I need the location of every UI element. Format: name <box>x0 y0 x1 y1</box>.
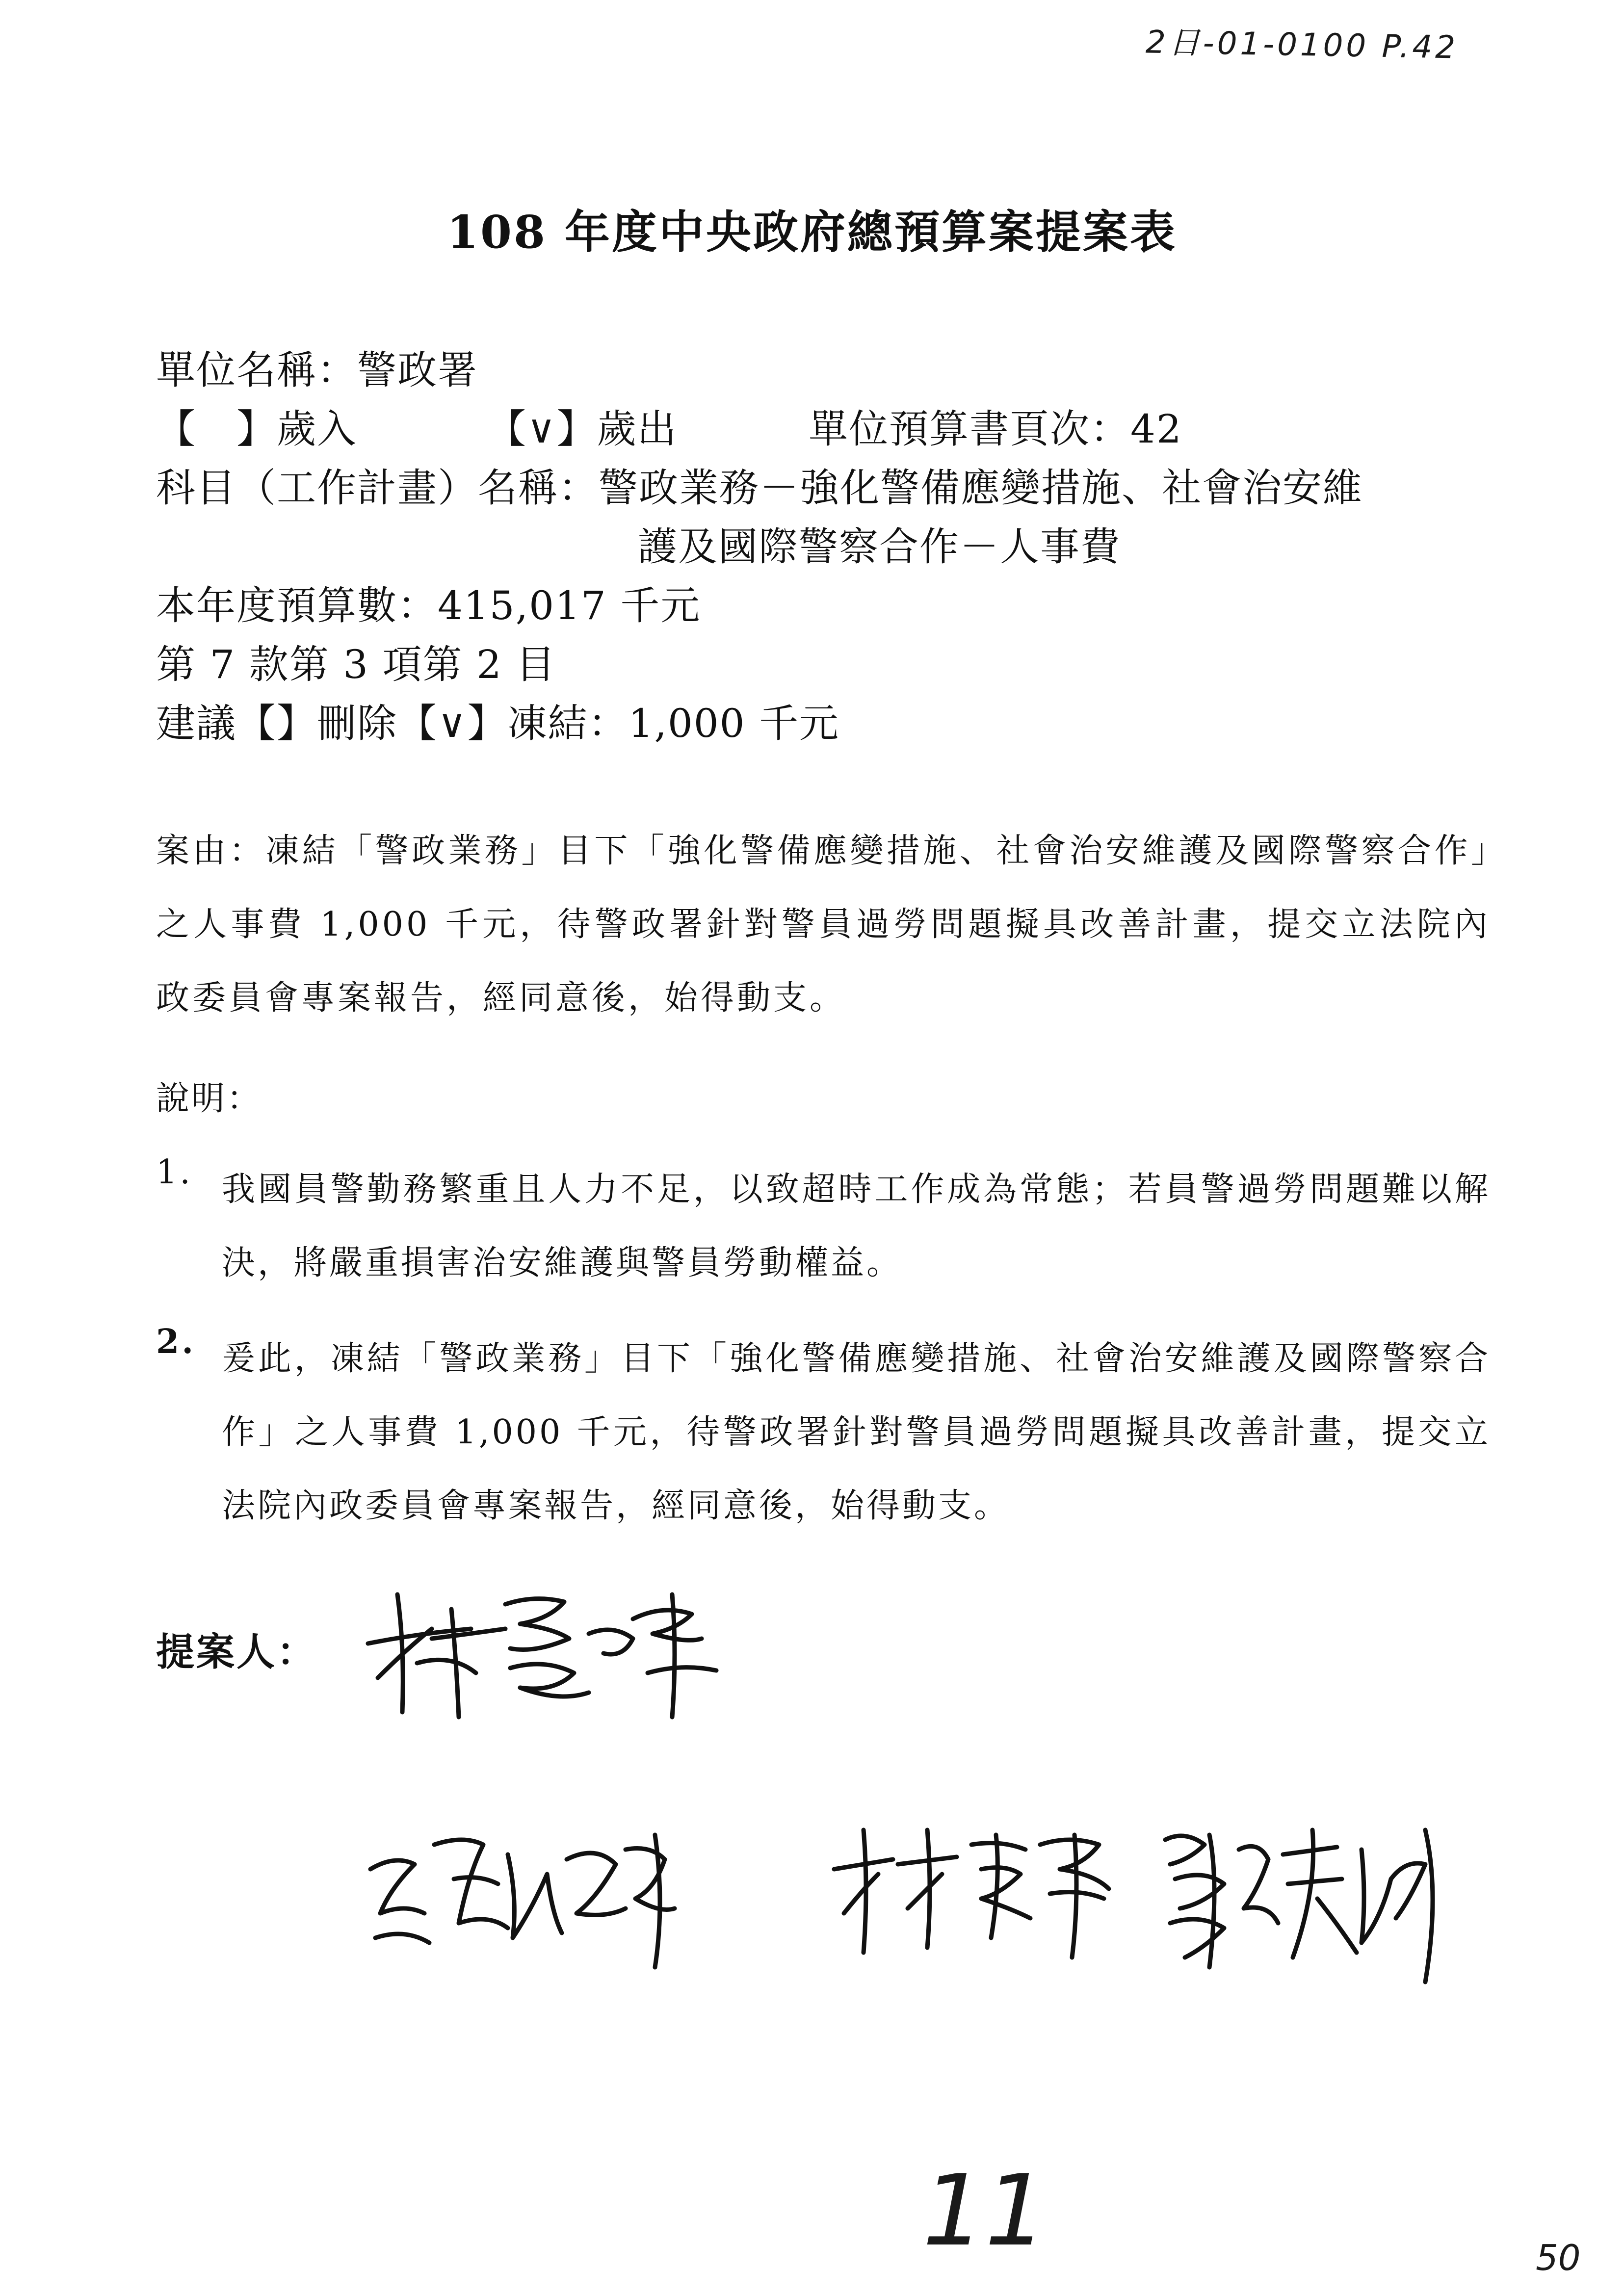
revenue-checkbox-field: 【 】歲入 <box>156 406 357 452</box>
document-title: 108 年度中央政府總預算案提案表 <box>446 206 1178 259</box>
signature-image <box>824 1815 1119 1962</box>
handwritten-reference-note: 2日-01-0100 P.42 <box>1145 24 1459 66</box>
explanation-label: 說明： <box>156 1079 262 1118</box>
suggestion-field: 建議【】刪除【∨】凍結：1,000 千元 <box>156 701 840 746</box>
budget-section-field: 第 7 款第 3 項第 2 目 <box>156 642 556 687</box>
signature-image <box>358 1575 731 1722</box>
subject-name-field: 科目（工作計畫）名稱：警政業務－強化警備應變措施、社會治安維 <box>156 465 1363 511</box>
reason-paragraph: 案由：凍結「警政業務」目下「強化警備應變措施、社會治安維護及國際警察合作」之人事費 1,000 千元，待警政署針對警員過勞問題擬具改善計畫，提交立法院內政委員會專案報告，經同意後，始得動支。 <box>156 832 1491 1018</box>
handwritten-corner-number: 50 <box>1536 2237 1581 2278</box>
expenditure-checkbox-field: 【∨】歲出 <box>487 406 678 452</box>
proposer-label: 提案人： <box>156 1630 317 1674</box>
budget-page-field: 單位預算書頁次：42 <box>809 406 1182 452</box>
explanation-item-number: 2. <box>156 1322 196 1361</box>
explanation-item-text: 爰此，凍結「警政業務」目下「強化警備應變措施、社會治安維護及國際警察合作」之人事費 1,000 千元，待警政署針對警員過勞問題擬具改善計畫，提交立法院內政委員會專案報告，經同意後，始得動支。 <box>222 1339 1491 1525</box>
signature-image <box>1151 1810 1455 1987</box>
unit-name-field: 單位名稱：警政署 <box>156 347 478 393</box>
subject-name-continuation: 護及國際警察合作－人事費 <box>638 524 1121 570</box>
explanation-item-number: 1. <box>156 1153 193 1192</box>
budget-amount-field: 本年度預算數：415,017 千元 <box>156 583 701 628</box>
explanation-item-text: 我國員警勤務繁重且人力不足，以致超時工作成為常態；若員警過勞問題難以解決，將嚴重損害治安維護與警員勞動權益。 <box>222 1170 1491 1282</box>
signature-image <box>361 1815 684 1972</box>
handwritten-page-number: 11 <box>922 2154 1048 2268</box>
